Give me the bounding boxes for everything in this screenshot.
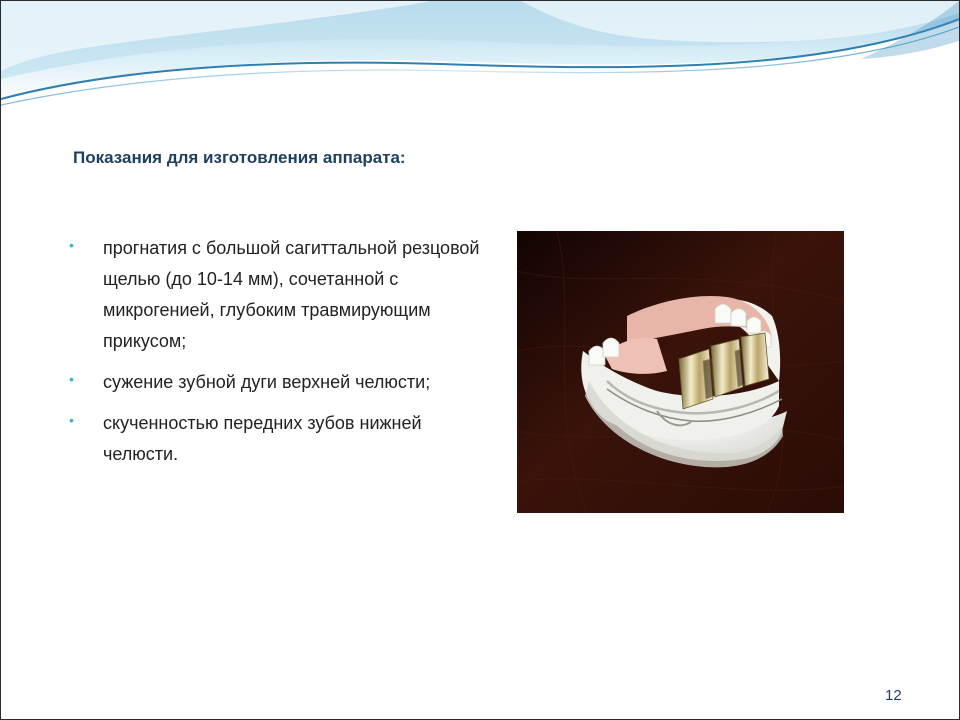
orthodontic-appliance-photo: [517, 231, 844, 513]
list-item-text: скученностью передних зубов нижней челюсти.: [103, 413, 422, 464]
list-item-text: прогнатия с большой сагиттальной резцовой щелью (до 10-14 мм), сочетанной с микрогенией, глубоким травмирующим прикусом;: [103, 238, 480, 351]
bullet-icon: •: [69, 371, 74, 387]
list-item-text: сужение зубной дуги верхней челюсти;: [103, 372, 431, 392]
list-item: [67, 367, 487, 398]
slide-number: 12: [885, 687, 902, 704]
list-item: [67, 408, 487, 470]
bullet-icon: •: [69, 412, 74, 428]
bullet-list: [67, 233, 487, 480]
slide-title: Показания для изготовления аппарата:: [73, 148, 406, 167]
wave-header-decoration: [1, 1, 959, 111]
list-item: [67, 233, 487, 357]
bullet-icon: •: [69, 237, 74, 253]
